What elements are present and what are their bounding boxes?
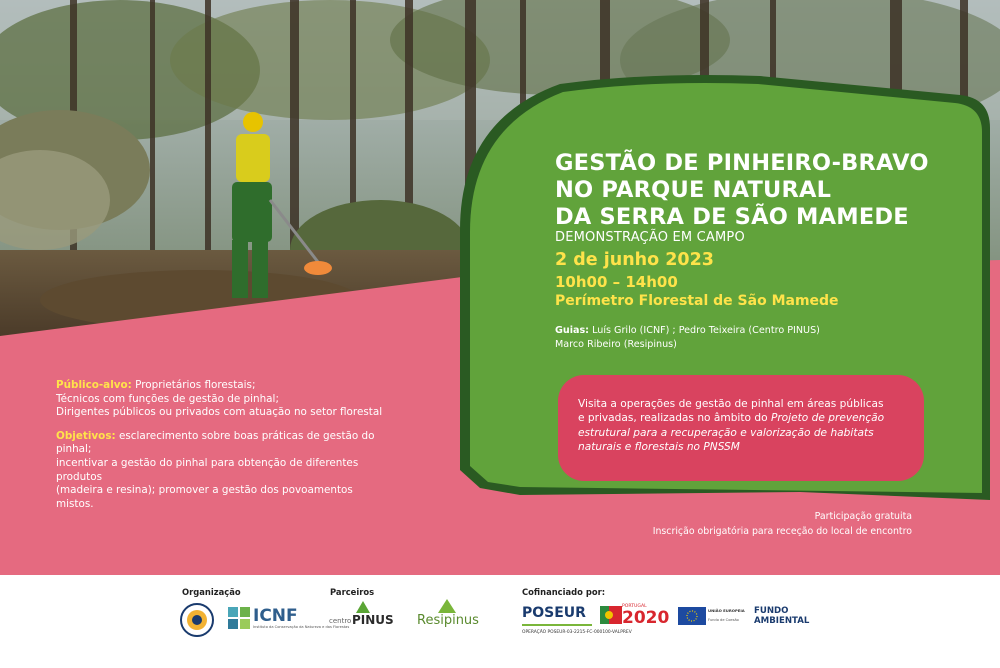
guides-block [555, 324, 820, 352]
poseur-divider [522, 624, 592, 626]
audience-block [56, 379, 386, 420]
objectives-line-1: esclarecimento sobre boas práticas de gestão do pinhal; [56, 429, 375, 456]
pine-icon [356, 601, 370, 613]
event-time: 10h00 – 14h00 [555, 273, 678, 291]
event-subtitle: DEMONSTRAÇÃO EM CAMPO [555, 230, 745, 245]
logo-seal-icon [180, 603, 214, 637]
registration-note: Inscrição obrigatória para receção do local de encontro [652, 525, 912, 537]
logos-footer [0, 575, 1000, 668]
fundo-ambiental-logo [754, 606, 809, 626]
audience-line-2: Técnicos com funções de gestão de pinhal; [56, 392, 279, 405]
audience-line-1: Proprietários florestais; [135, 379, 256, 391]
partners-label: Parceiros [330, 587, 375, 597]
event-place: Perímetro Florestal de São Mamede [555, 293, 839, 309]
audience-line-3: Dirigentes públicos ou privados com atuação no setor florestal [56, 406, 383, 419]
objectives-label: Objetivos: [56, 429, 116, 442]
icnf-logo: ICNF [253, 606, 298, 626]
poseur-logo: POSEUR [522, 605, 586, 621]
guides-label: Guias: [555, 325, 590, 336]
portugal-small: PORTUGAL [622, 604, 647, 609]
portugal-2020-logo: 2020 [622, 608, 670, 628]
icnf-subtitle: Instituto da Conservação da Natureza e das Florestas [253, 625, 350, 629]
audience-label: Público-alvo: [56, 379, 132, 391]
free-participation: Participação gratuita [814, 511, 912, 522]
operation-code: OPERAÇÃO POSEUR-03-2215-FC-000100-VALPREV [522, 630, 632, 635]
objectives-line-3: (madeira e resina); promover a gestão dos povoamentos mistos. [56, 484, 353, 510]
visit-description [578, 397, 908, 455]
visit-line-2b: Projeto de prevenção [770, 412, 885, 425]
event-date: 2 de junho 2023 [555, 250, 714, 270]
visit-line-3: estrutural para a recuperação e valorização de habitats [578, 426, 874, 439]
organization-label: Organização [182, 587, 241, 597]
info-block [56, 379, 386, 521]
visit-line-2a: e privadas, realizadas no âmbito do [578, 412, 771, 425]
objectives-line-2: incentivar a gestão do pinhal para obtenção de diferentes produtos [56, 456, 359, 483]
cofinanced-label: Cofinanciado por: [522, 587, 606, 597]
event-title [555, 150, 929, 231]
title-line-2: NO PARQUE NATURAL [555, 177, 832, 203]
title-line-3: DA SERRA DE SÃO MAMEDE [555, 204, 909, 230]
objectives-block [56, 430, 386, 512]
eu-sub: Fundo de Coesão [708, 618, 739, 622]
title-line-1: GESTÃO DE PINHEIRO-BRAVO [555, 150, 929, 176]
eu-label: UNIÃO EUROPEIA [708, 608, 745, 613]
guides-line-2: Marco Ribeiro (Resipinus) [555, 339, 677, 350]
icnf-mark-icon [228, 607, 250, 629]
participation-notes [653, 510, 912, 539]
fundo-line-2: AMBIENTAL [754, 616, 810, 626]
portugal-flag-icon [600, 606, 622, 624]
resipinus-logo: Resipinus [417, 613, 479, 628]
resipinus-pine-icon [438, 599, 456, 613]
visit-line-4: naturais e florestais no PNSSM [578, 441, 740, 454]
eu-flag-icon [678, 607, 706, 625]
centro-logo-a: centro [329, 617, 352, 625]
fundo-line-1: FUNDO [754, 606, 789, 616]
visit-line-1: Visita a operações de gestão de pinhal em áreas públicas [578, 398, 884, 410]
guides-line-1: Luís Grilo (ICNF) ; Pedro Teixeira (Centro PINUS) [592, 325, 820, 336]
centro-logo-b: PINUS [352, 613, 394, 627]
